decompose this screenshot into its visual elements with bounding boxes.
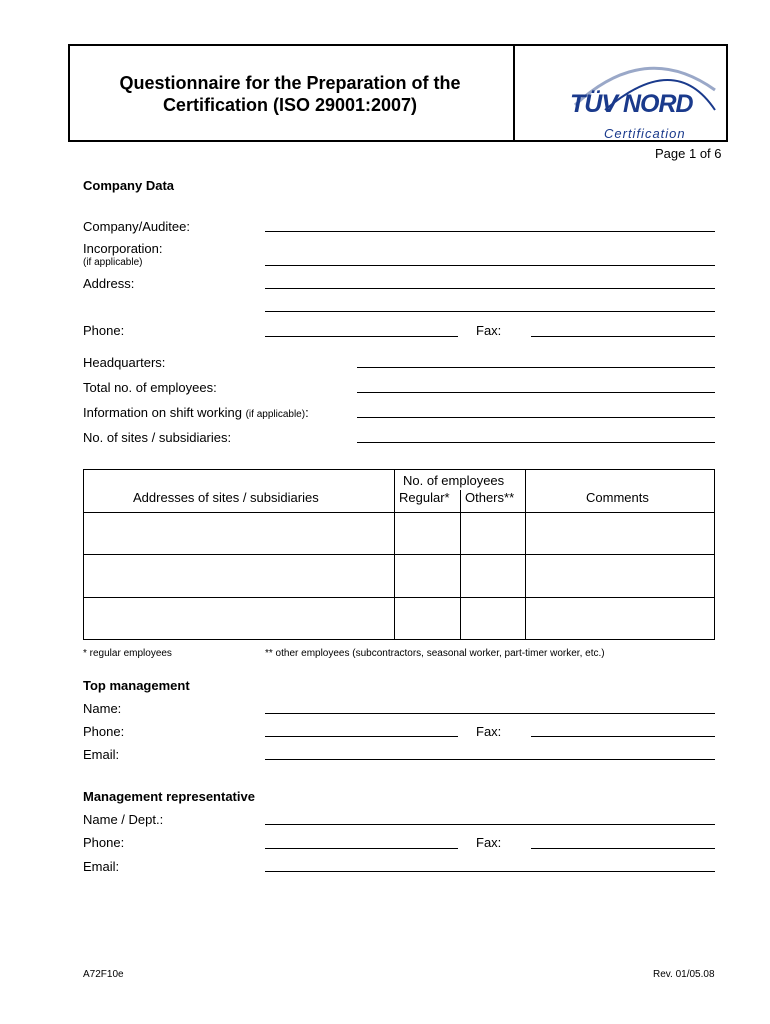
table-cell-address-2[interactable] <box>84 555 393 596</box>
phone-label: Phone: <box>83 323 125 338</box>
mr-phone-label: Phone: <box>83 835 125 850</box>
shift-label-text: Information on shift working <box>83 405 242 420</box>
mr-name-field[interactable] <box>265 824 715 825</box>
col-regular-header: Regular* <box>399 490 450 505</box>
title-line-1: Questionnaire for the Preparation of the <box>119 73 461 93</box>
incorporation-field[interactable] <box>265 265 715 266</box>
incorporation-note: (if applicable) <box>83 257 143 268</box>
company-data-heading: Company Data <box>83 178 175 193</box>
page-number: Page 1 of 6 <box>655 146 722 161</box>
col-others-header: Others** <box>465 490 515 505</box>
logo-certification-text: Certification <box>604 126 686 141</box>
tm-phone-label: Phone: <box>83 724 125 739</box>
mr-email-label: Email: <box>83 859 120 874</box>
footnote-regular: * regular employees <box>83 648 172 659</box>
tm-email-label: Email: <box>83 747 120 762</box>
form-id: A72F10e <box>83 969 124 980</box>
incorporation-label: Incorporation: <box>83 241 163 256</box>
mgmt-rep-heading: Management representative <box>83 789 255 804</box>
header-divider <box>513 44 515 142</box>
shift-colon: : <box>305 405 309 420</box>
employees-label: Total no. of employees: <box>83 380 217 395</box>
mr-phone-field[interactable] <box>265 848 458 849</box>
shift-label <box>83 405 309 420</box>
col-employees-header: No. of employees <box>403 473 505 488</box>
title-line-2: Certification (ISO 29001:2007) <box>162 95 418 115</box>
shift-field[interactable] <box>357 417 715 418</box>
tm-name-field[interactable] <box>265 713 715 714</box>
footnote-others: ** other employees (subcontractors, seasonal worker, part-timer worker, etc.) <box>265 648 605 659</box>
employees-field[interactable] <box>357 392 715 393</box>
headquarters-field[interactable] <box>357 367 715 368</box>
tm-name-label: Name: <box>83 701 122 716</box>
address-field-2[interactable] <box>265 311 715 312</box>
mr-fax-field[interactable] <box>531 848 715 849</box>
table-cell-address-3[interactable] <box>84 598 393 639</box>
table-cell-address-1[interactable] <box>84 513 393 553</box>
phone-field[interactable] <box>265 336 458 337</box>
col-addresses-header: Addresses of sites / subsidiaries <box>133 490 319 505</box>
fax-label: Fax: <box>476 323 502 338</box>
tm-email-field[interactable] <box>265 759 715 760</box>
mr-email-field[interactable] <box>265 871 715 872</box>
shift-note: (if applicable) <box>245 409 306 420</box>
col-comments-header: Comments <box>586 490 649 505</box>
tm-fax-label: Fax: <box>476 724 502 739</box>
sites-label: No. of sites / subsidiaries: <box>83 430 232 445</box>
fax-field[interactable] <box>531 336 715 337</box>
mr-fax-label: Fax: <box>476 835 502 850</box>
tm-phone-field[interactable] <box>265 736 458 737</box>
address-field-1[interactable] <box>265 288 715 289</box>
tm-fax-field[interactable] <box>531 736 715 737</box>
address-label: Address: <box>83 276 135 291</box>
headquarters-label: Headquarters: <box>83 355 166 370</box>
auditee-field[interactable] <box>265 231 715 232</box>
tuv-nord-logo: TÜV NORD <box>570 90 693 118</box>
top-management-heading: Top management <box>83 678 190 693</box>
mr-name-label: Name / Dept.: <box>83 812 164 827</box>
auditee-label: Company/Auditee: <box>83 219 190 234</box>
revision: Rev. 01/05.08 <box>653 969 715 980</box>
document-title <box>70 72 510 116</box>
sites-field[interactable] <box>357 442 715 443</box>
